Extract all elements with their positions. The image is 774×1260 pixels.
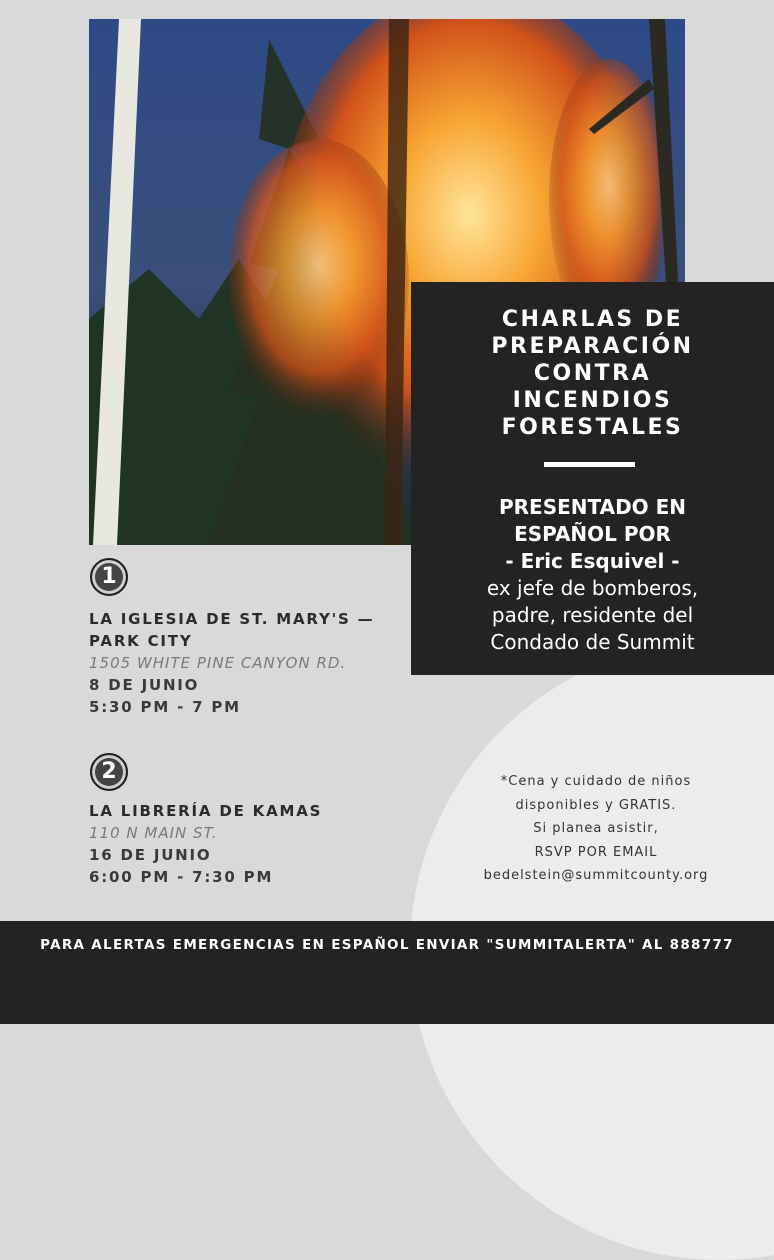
presenter-name: - Eric Esquivel - <box>505 549 680 573</box>
event-date: 8 DE JUNIO <box>89 676 200 694</box>
event-number-badge: 2 <box>90 753 128 791</box>
rsvp-note: *Cena y cuidado de niños disponibles y GRATIS. Si planea asistir, RSVP POR EMAIL bedelstein@summitcounty.org <box>450 770 742 888</box>
event-time: 5:30 PM - 7 PM <box>89 698 241 716</box>
footer-alert-text: PARA ALERTAS EMERGENCIAS EN ESPAÑOL ENVIAR "SUMMITALERTA" AL 888777 <box>40 937 734 953</box>
event-1 <box>89 608 374 718</box>
title-divider <box>544 462 635 467</box>
event-number-badge: 1 <box>90 558 128 596</box>
event-date: 16 DE JUNIO <box>89 846 212 864</box>
title-panel <box>411 282 774 675</box>
event-venue: LA IGLESIA DE ST. MARY'S — <box>89 610 375 628</box>
event-address: 110 N MAIN ST. <box>89 824 218 842</box>
event-2 <box>89 800 322 888</box>
event-address: 1505 WHITE PINE CANYON RD. <box>89 654 347 672</box>
event-title: CHARLAS DE PREPARACIÓN CONTRA INCENDIOS FORESTALES <box>491 307 694 440</box>
event-venue-city: PARK CITY <box>89 632 193 650</box>
rsvp-email-link[interactable]: bedelstein@summitcounty.org <box>483 868 709 883</box>
presenter-info: PRESENTADO EN ESPAÑOL POR - Eric Esquivel - ex jefe de bomberos, padre, residente del Condado de Summit <box>421 494 764 656</box>
event-time: 6:00 PM - 7:30 PM <box>89 868 274 886</box>
event-venue: LA LIBRERÍA DE KAMAS <box>89 802 323 820</box>
footer-banner <box>0 921 774 1024</box>
